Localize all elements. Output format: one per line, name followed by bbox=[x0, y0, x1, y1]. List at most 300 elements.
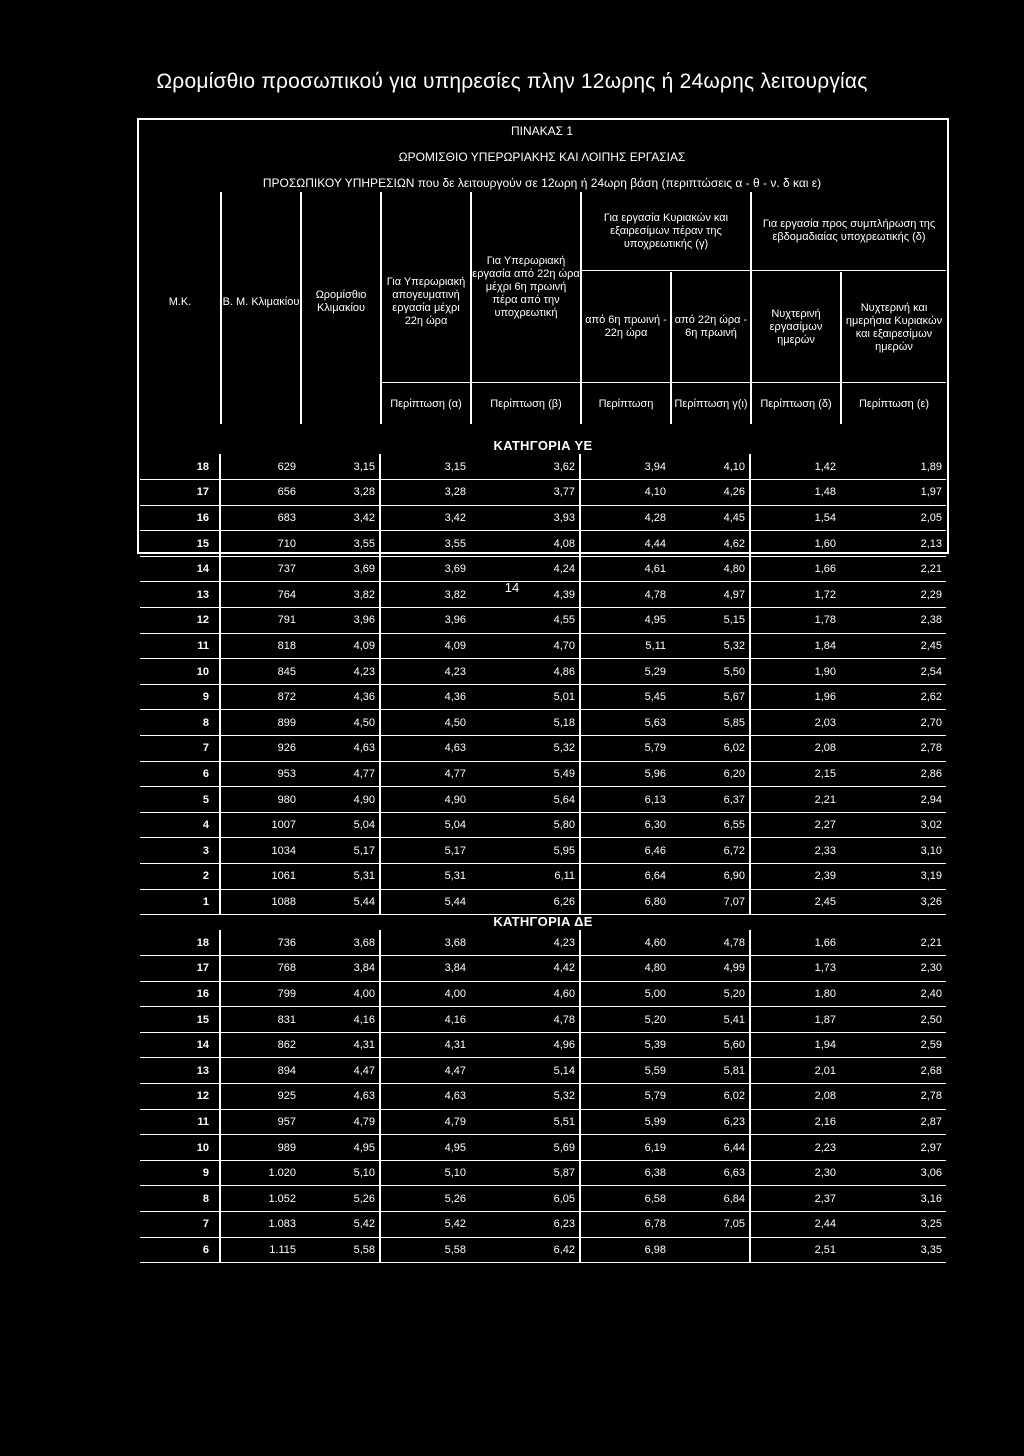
header-case-g1: Περίπτωση γ(ι) bbox=[674, 397, 748, 410]
table-cell: 5,79 bbox=[580, 1084, 670, 1110]
table-cell: 791 bbox=[220, 608, 300, 634]
table-cell: 5,17 bbox=[380, 838, 470, 864]
table-cell: 4,10 bbox=[670, 454, 750, 480]
table-cell: 926 bbox=[220, 736, 300, 762]
row-mk-cell: 14 bbox=[140, 1032, 220, 1058]
table-cell: 5,81 bbox=[670, 1058, 750, 1084]
table-cell: 4,36 bbox=[300, 684, 380, 710]
table-cell: 2,38 bbox=[840, 608, 946, 634]
table-cell: 6,98 bbox=[580, 1237, 670, 1263]
table-cell: 4,31 bbox=[380, 1032, 470, 1058]
table-cell: 1,66 bbox=[750, 556, 840, 582]
table-cell: 899 bbox=[220, 710, 300, 736]
table-cell: 5,04 bbox=[300, 812, 380, 838]
table-cell: 4,79 bbox=[380, 1109, 470, 1135]
table-cell: 6,80 bbox=[580, 889, 670, 915]
table-cell: 6,55 bbox=[670, 812, 750, 838]
table-cell: 5,31 bbox=[380, 864, 470, 890]
table-cell: 736 bbox=[220, 930, 300, 956]
table-cell: 5,44 bbox=[380, 889, 470, 915]
table-cell: 4,62 bbox=[670, 531, 750, 557]
table-cell: 6,05 bbox=[470, 1186, 580, 1212]
table-cell: 6,44 bbox=[670, 1135, 750, 1161]
table-cell: 4,63 bbox=[380, 736, 470, 762]
table-cell: 6,78 bbox=[580, 1212, 670, 1238]
table-cell: 4,70 bbox=[470, 633, 580, 659]
table-row bbox=[140, 556, 946, 582]
header-week-group: Για εργασία προς συμπλήρωση της εβδομαδιαίας υποχρεωτικής (δ) bbox=[762, 218, 936, 243]
table-cell: 5,18 bbox=[470, 710, 580, 736]
table-cell: 1.052 bbox=[220, 1186, 300, 1212]
table-cell: 818 bbox=[220, 633, 300, 659]
table-cell: 6,63 bbox=[670, 1160, 750, 1186]
table-cell: 2,15 bbox=[750, 761, 840, 787]
table-row bbox=[140, 956, 946, 982]
table-cell: 4,16 bbox=[380, 1007, 470, 1033]
header-sunday-night: από 22η ώρα - 6η πρωινή bbox=[674, 314, 748, 339]
table-row bbox=[140, 684, 946, 710]
table-cell: 4,28 bbox=[580, 505, 670, 531]
table-cell: 4,16 bbox=[300, 1007, 380, 1033]
table-cell: 5,32 bbox=[470, 1084, 580, 1110]
table-cell: 3,55 bbox=[300, 531, 380, 557]
table-cell: 4,00 bbox=[300, 981, 380, 1007]
table-cell: 4,47 bbox=[300, 1058, 380, 1084]
table-cell: 1.115 bbox=[220, 1237, 300, 1263]
table-cell: 2,78 bbox=[840, 1084, 946, 1110]
table-cell: 5,64 bbox=[470, 787, 580, 813]
table-cell: 6,42 bbox=[470, 1237, 580, 1263]
table-cell: 2,40 bbox=[840, 981, 946, 1007]
table-cell: 737 bbox=[220, 556, 300, 582]
table-cell: 4,96 bbox=[470, 1032, 580, 1058]
table-cell: 5,17 bbox=[300, 838, 380, 864]
table-cell: 894 bbox=[220, 1058, 300, 1084]
table-cell: 2,39 bbox=[750, 864, 840, 890]
table-cell: 5,20 bbox=[670, 981, 750, 1007]
table-row bbox=[140, 761, 946, 787]
header-mk: Μ.Κ. bbox=[168, 295, 192, 308]
table-cell: 2,44 bbox=[750, 1212, 840, 1238]
page-number: 14 bbox=[504, 580, 520, 595]
table-cell: 3,82 bbox=[300, 582, 380, 608]
table-row bbox=[140, 505, 946, 531]
table-cell: 1,48 bbox=[750, 480, 840, 506]
table-cell: 6,38 bbox=[580, 1160, 670, 1186]
row-mk-cell: 1 bbox=[140, 889, 220, 915]
table-cell: 5,67 bbox=[670, 684, 750, 710]
table-cell: 3,15 bbox=[300, 454, 380, 480]
row-mk-cell: 3 bbox=[140, 838, 220, 864]
table-cell: 1,54 bbox=[750, 505, 840, 531]
table-cell: 2,59 bbox=[840, 1032, 946, 1058]
table-row bbox=[140, 633, 946, 659]
table-cell: 5,87 bbox=[470, 1160, 580, 1186]
table-cell: 872 bbox=[220, 684, 300, 710]
table-row bbox=[140, 736, 946, 762]
table-cell: 5,39 bbox=[580, 1032, 670, 1058]
table-subtitle-1: ΩΡΟΜΙΣΘΙΟ ΥΠΕΡΩΡΙΑΚΗΣ ΚΑΙ ΛΟΙΠΗΣ ΕΡΓΑΣΙΑΣ bbox=[398, 150, 686, 164]
table-cell: 1,89 bbox=[840, 454, 946, 480]
header-case-b: Περίπτωση (β) bbox=[490, 397, 562, 410]
table-cell: 5,26 bbox=[300, 1186, 380, 1212]
table-ye bbox=[140, 454, 946, 915]
row-mk-cell: 13 bbox=[140, 582, 220, 608]
table-row bbox=[140, 454, 946, 480]
table-cell: 5,58 bbox=[380, 1237, 470, 1263]
table-cell: 3,96 bbox=[380, 608, 470, 634]
table-cell: 5,04 bbox=[380, 812, 470, 838]
table-cell: 5,15 bbox=[670, 608, 750, 634]
table-cell: 6,19 bbox=[580, 1135, 670, 1161]
row-mk-cell: 10 bbox=[140, 659, 220, 685]
table-cell: 3,55 bbox=[380, 531, 470, 557]
row-mk-cell: 15 bbox=[140, 531, 220, 557]
header-bm: Β. Μ. Κλιμακίου bbox=[222, 295, 300, 308]
table-cell: 2,21 bbox=[750, 787, 840, 813]
table-cell: 5,79 bbox=[580, 736, 670, 762]
table-cell: 1,80 bbox=[750, 981, 840, 1007]
table-cell: 5,60 bbox=[670, 1032, 750, 1058]
table-cell: 1,78 bbox=[750, 608, 840, 634]
table-cell: 3,42 bbox=[380, 505, 470, 531]
table-row bbox=[140, 710, 946, 736]
table-cell: 2,21 bbox=[840, 556, 946, 582]
table-row bbox=[140, 1237, 946, 1263]
row-mk-cell: 13 bbox=[140, 1058, 220, 1084]
table-row bbox=[140, 1032, 946, 1058]
table-cell: 6,23 bbox=[670, 1109, 750, 1135]
table-cell: 1.020 bbox=[220, 1160, 300, 1186]
table-cell: 2,87 bbox=[840, 1109, 946, 1135]
table-cell: 7,07 bbox=[670, 889, 750, 915]
table-cell: 4,78 bbox=[670, 930, 750, 956]
table-cell: 1,87 bbox=[750, 1007, 840, 1033]
table-cell: 1,73 bbox=[750, 956, 840, 982]
table-cell: 4,77 bbox=[380, 761, 470, 787]
table-cell: 3,06 bbox=[840, 1160, 946, 1186]
row-mk-cell: 11 bbox=[140, 1109, 220, 1135]
table-row bbox=[140, 659, 946, 685]
table-cell: 3,10 bbox=[840, 838, 946, 864]
table-cell: 2,30 bbox=[840, 956, 946, 982]
table-cell: 2,45 bbox=[750, 889, 840, 915]
table-cell: 5,95 bbox=[470, 838, 580, 864]
table-cell: 4,78 bbox=[580, 582, 670, 608]
table-cell: 5,31 bbox=[300, 864, 380, 890]
table-cell: 845 bbox=[220, 659, 300, 685]
table-cell: 989 bbox=[220, 1135, 300, 1161]
table-cell: 6,90 bbox=[670, 864, 750, 890]
table-cell: 2,94 bbox=[840, 787, 946, 813]
table-cell: 1,42 bbox=[750, 454, 840, 480]
table-cell: 1061 bbox=[220, 864, 300, 890]
table-cell: 3,84 bbox=[380, 956, 470, 982]
table-cell: 5,10 bbox=[300, 1160, 380, 1186]
table-cell: 5,80 bbox=[470, 812, 580, 838]
header-hourly: Ωρομίσθιο Κλιμακίου bbox=[315, 289, 367, 314]
section-title-ye: ΚΑΤΗΓΟΡΙΑ ΥΕ bbox=[493, 438, 593, 453]
table-row bbox=[140, 1058, 946, 1084]
table-cell: 2,37 bbox=[750, 1186, 840, 1212]
table-cell: 2,21 bbox=[840, 930, 946, 956]
table-cell: 4,44 bbox=[580, 531, 670, 557]
table-cell: 3,96 bbox=[300, 608, 380, 634]
row-mk-cell: 18 bbox=[140, 930, 220, 956]
table-cell: 3,77 bbox=[470, 480, 580, 506]
table-cell: 6,20 bbox=[670, 761, 750, 787]
table-subtitle-2: ΠΡΟΣΩΠΙΚΟΥ ΥΠΗΡΕΣΙΩΝ που δε λειτουργούν σε 12ωρη ή 24ωρη βάση (περιπτώσεις α - θ - ν. δ και ε) bbox=[262, 176, 822, 190]
table-cell: 4,61 bbox=[580, 556, 670, 582]
table-cell: 4,95 bbox=[380, 1135, 470, 1161]
table-cell: 862 bbox=[220, 1032, 300, 1058]
table-cell: 5,20 bbox=[580, 1007, 670, 1033]
table-cell: 1088 bbox=[220, 889, 300, 915]
table-cell: 2,03 bbox=[750, 710, 840, 736]
table-cell: 5,42 bbox=[300, 1212, 380, 1238]
table-cell: 4,79 bbox=[300, 1109, 380, 1135]
table-cell: 4,55 bbox=[470, 608, 580, 634]
table-cell: 4,23 bbox=[380, 659, 470, 685]
table-row bbox=[140, 1160, 946, 1186]
table-cell: 5,49 bbox=[470, 761, 580, 787]
header-week-night: Νυχτερινή εργασίμων ημερών bbox=[769, 307, 823, 346]
table-header bbox=[140, 192, 946, 436]
table-cell: 3,35 bbox=[840, 1237, 946, 1263]
table-row bbox=[140, 1186, 946, 1212]
table-cell: 4,00 bbox=[380, 981, 470, 1007]
table-cell: 6,64 bbox=[580, 864, 670, 890]
header-sunday-day: από 6η πρωινή - 22η ώρα bbox=[585, 314, 667, 339]
table-cell: 953 bbox=[220, 761, 300, 787]
table-cell: 3,69 bbox=[300, 556, 380, 582]
table-cell: 1,60 bbox=[750, 531, 840, 557]
header-case-g: Περίπτωση bbox=[598, 397, 654, 410]
header-case-d: Περίπτωση (δ) bbox=[760, 397, 832, 410]
table-cell: 3,42 bbox=[300, 505, 380, 531]
table-cell: 2,51 bbox=[750, 1237, 840, 1263]
table-caption: ΠΙΝΑΚΑΣ 1 bbox=[510, 124, 574, 138]
table-cell: 957 bbox=[220, 1109, 300, 1135]
table-cell: 4,95 bbox=[300, 1135, 380, 1161]
table-cell: 656 bbox=[220, 480, 300, 506]
table-cell: 3,26 bbox=[840, 889, 946, 915]
table-cell: 6,58 bbox=[580, 1186, 670, 1212]
table-cell: 5,11 bbox=[580, 633, 670, 659]
row-mk-cell: 11 bbox=[140, 633, 220, 659]
header-week-sunday: Νυχτερινή και ημερήσια Κυριακών και εξαιρεσίμων ημερών bbox=[845, 302, 943, 353]
table-cell: 4,08 bbox=[470, 531, 580, 557]
table-cell: 4,24 bbox=[470, 556, 580, 582]
table-cell: 5,10 bbox=[380, 1160, 470, 1186]
row-mk-cell: 16 bbox=[140, 981, 220, 1007]
table-cell: 925 bbox=[220, 1084, 300, 1110]
table-cell: 2,16 bbox=[750, 1109, 840, 1135]
table-row bbox=[140, 838, 946, 864]
row-mk-cell: 17 bbox=[140, 956, 220, 982]
table-cell: 6,46 bbox=[580, 838, 670, 864]
table-cell: 5,32 bbox=[470, 736, 580, 762]
table-cell: 1034 bbox=[220, 838, 300, 864]
table-cell: 2,86 bbox=[840, 761, 946, 787]
table-cell: 2,13 bbox=[840, 531, 946, 557]
table-cell: 5,85 bbox=[670, 710, 750, 736]
table-cell: 5,29 bbox=[580, 659, 670, 685]
row-mk-cell: 7 bbox=[140, 736, 220, 762]
row-mk-cell: 8 bbox=[140, 1186, 220, 1212]
table-row bbox=[140, 531, 946, 557]
table-row bbox=[140, 480, 946, 506]
table-cell: 6,37 bbox=[670, 787, 750, 813]
table-cell: 2,30 bbox=[750, 1160, 840, 1186]
table-cell: 629 bbox=[220, 454, 300, 480]
header-sunday-group: Για εργασία Κυριακών και εξαιρεσίμων πέραν της υποχρεωτικής (γ) bbox=[603, 211, 729, 250]
table-cell: 6,13 bbox=[580, 787, 670, 813]
table-cell: 5,69 bbox=[470, 1135, 580, 1161]
row-mk-cell: 2 bbox=[140, 864, 220, 890]
table-cell: 4,80 bbox=[670, 556, 750, 582]
table-cell: 4,80 bbox=[580, 956, 670, 982]
table-row bbox=[140, 1212, 946, 1238]
table-cell: 4,86 bbox=[470, 659, 580, 685]
table-cell: 6,02 bbox=[670, 736, 750, 762]
table-cell: 5,45 bbox=[580, 684, 670, 710]
table-cell: 5,99 bbox=[580, 1109, 670, 1135]
table-cell: 5,51 bbox=[470, 1109, 580, 1135]
table-cell: 3,25 bbox=[840, 1212, 946, 1238]
header-overtime-day: Για Υπερωριακή απογευματινή εργασία μέχρι 22η ώρα bbox=[386, 276, 466, 327]
row-mk-cell: 14 bbox=[140, 556, 220, 582]
table-cell: 5,96 bbox=[580, 761, 670, 787]
table-cell: 4,45 bbox=[670, 505, 750, 531]
table-cell: 4,47 bbox=[380, 1058, 470, 1084]
table-cell: 5,26 bbox=[380, 1186, 470, 1212]
row-mk-cell: 9 bbox=[140, 684, 220, 710]
section-title-de: ΚΑΤΗΓΟΡΙΑ ΔΕ bbox=[493, 914, 593, 929]
table-cell: 6,11 bbox=[470, 864, 580, 890]
table-cell: 3,28 bbox=[300, 480, 380, 506]
table-cell: 4,60 bbox=[580, 930, 670, 956]
table-cell: 4,77 bbox=[300, 761, 380, 787]
row-mk-cell: 6 bbox=[140, 1237, 220, 1263]
table-cell: 2,05 bbox=[840, 505, 946, 531]
table-cell: 3,15 bbox=[380, 454, 470, 480]
table-cell: 6,23 bbox=[470, 1212, 580, 1238]
table-cell: 3,02 bbox=[840, 812, 946, 838]
table-cell: 3,16 bbox=[840, 1186, 946, 1212]
table-cell: 4,63 bbox=[300, 736, 380, 762]
row-mk-cell: 10 bbox=[140, 1135, 220, 1161]
table-cell: 3,28 bbox=[380, 480, 470, 506]
table-cell: 6,84 bbox=[670, 1186, 750, 1212]
table-cell: 2,08 bbox=[750, 1084, 840, 1110]
table-cell: 2,50 bbox=[840, 1007, 946, 1033]
table-cell: 1,96 bbox=[750, 684, 840, 710]
row-mk-cell: 17 bbox=[140, 480, 220, 506]
table-cell: 4,26 bbox=[670, 480, 750, 506]
table-cell: 1007 bbox=[220, 812, 300, 838]
table-cell: 2,01 bbox=[750, 1058, 840, 1084]
table-cell: 980 bbox=[220, 787, 300, 813]
table-cell: 3,94 bbox=[580, 454, 670, 480]
row-mk-cell: 9 bbox=[140, 1160, 220, 1186]
table-cell: 6,02 bbox=[670, 1084, 750, 1110]
table-cell: 4,36 bbox=[380, 684, 470, 710]
table-cell: 5,58 bbox=[300, 1237, 380, 1263]
table-cell: 3,93 bbox=[470, 505, 580, 531]
table-cell: 4,50 bbox=[300, 710, 380, 736]
table-cell: 764 bbox=[220, 582, 300, 608]
table-cell: 4,50 bbox=[380, 710, 470, 736]
table-cell: 3,62 bbox=[470, 454, 580, 480]
table-row bbox=[140, 981, 946, 1007]
table-cell: 4,23 bbox=[300, 659, 380, 685]
table-row bbox=[140, 930, 946, 956]
table-cell: 2,33 bbox=[750, 838, 840, 864]
table-cell: 5,32 bbox=[670, 633, 750, 659]
table-row bbox=[140, 1007, 946, 1033]
table-cell: 3,68 bbox=[300, 930, 380, 956]
table-row bbox=[140, 1109, 946, 1135]
table-cell: 3,19 bbox=[840, 864, 946, 890]
table-cell: 1,66 bbox=[750, 930, 840, 956]
table-cell: 1.083 bbox=[220, 1212, 300, 1238]
table-row bbox=[140, 1084, 946, 1110]
table-cell: 4,09 bbox=[300, 633, 380, 659]
table-cell: 683 bbox=[220, 505, 300, 531]
header-overtime-night: Για Υπερωριακή εργασία από 22η ώρα μέχρι 6η πρωινή πέρα από την υποχρεωτική bbox=[472, 254, 580, 319]
table-cell: 6,26 bbox=[470, 889, 580, 915]
table-cell: 4,31 bbox=[300, 1032, 380, 1058]
table-cell: 7,05 bbox=[670, 1212, 750, 1238]
table-cell: 2,78 bbox=[840, 736, 946, 762]
table-cell: 2,62 bbox=[840, 684, 946, 710]
row-mk-cell: 12 bbox=[140, 1084, 220, 1110]
table-cell: 4,99 bbox=[670, 956, 750, 982]
row-mk-cell: 5 bbox=[140, 787, 220, 813]
row-mk-cell: 8 bbox=[140, 710, 220, 736]
table-cell: 3,69 bbox=[380, 556, 470, 582]
header-case-a: Περίπτωση (α) bbox=[390, 397, 462, 410]
table-cell: 4,23 bbox=[470, 930, 580, 956]
table-cell: 4,39 bbox=[470, 582, 580, 608]
table-cell: 5,44 bbox=[300, 889, 380, 915]
table-cell: 4,63 bbox=[380, 1084, 470, 1110]
table-cell: 4,90 bbox=[380, 787, 470, 813]
table-cell: 1,94 bbox=[750, 1032, 840, 1058]
table-de bbox=[140, 930, 946, 1263]
table-cell: 4,60 bbox=[470, 981, 580, 1007]
table-cell: 3,84 bbox=[300, 956, 380, 982]
table-row bbox=[140, 864, 946, 890]
table-cell bbox=[670, 1237, 750, 1263]
page-title: Ωρομίσθιο προσωπικού για υπηρεσίες πλην 12ωρης ή 24ωρης λειτουργίας bbox=[156, 70, 868, 93]
table-cell: 6,72 bbox=[670, 838, 750, 864]
row-mk-cell: 4 bbox=[140, 812, 220, 838]
table-cell: 5,00 bbox=[580, 981, 670, 1007]
table-cell: 2,29 bbox=[840, 582, 946, 608]
table-cell: 4,42 bbox=[470, 956, 580, 982]
table-cell: 4,90 bbox=[300, 787, 380, 813]
table-cell: 799 bbox=[220, 981, 300, 1007]
table-cell: 2,97 bbox=[840, 1135, 946, 1161]
table-cell: 5,63 bbox=[580, 710, 670, 736]
table-cell: 4,09 bbox=[380, 633, 470, 659]
table-cell: 4,97 bbox=[670, 582, 750, 608]
table-cell: 4,78 bbox=[470, 1007, 580, 1033]
table-row bbox=[140, 608, 946, 634]
table-cell: 5,59 bbox=[580, 1058, 670, 1084]
